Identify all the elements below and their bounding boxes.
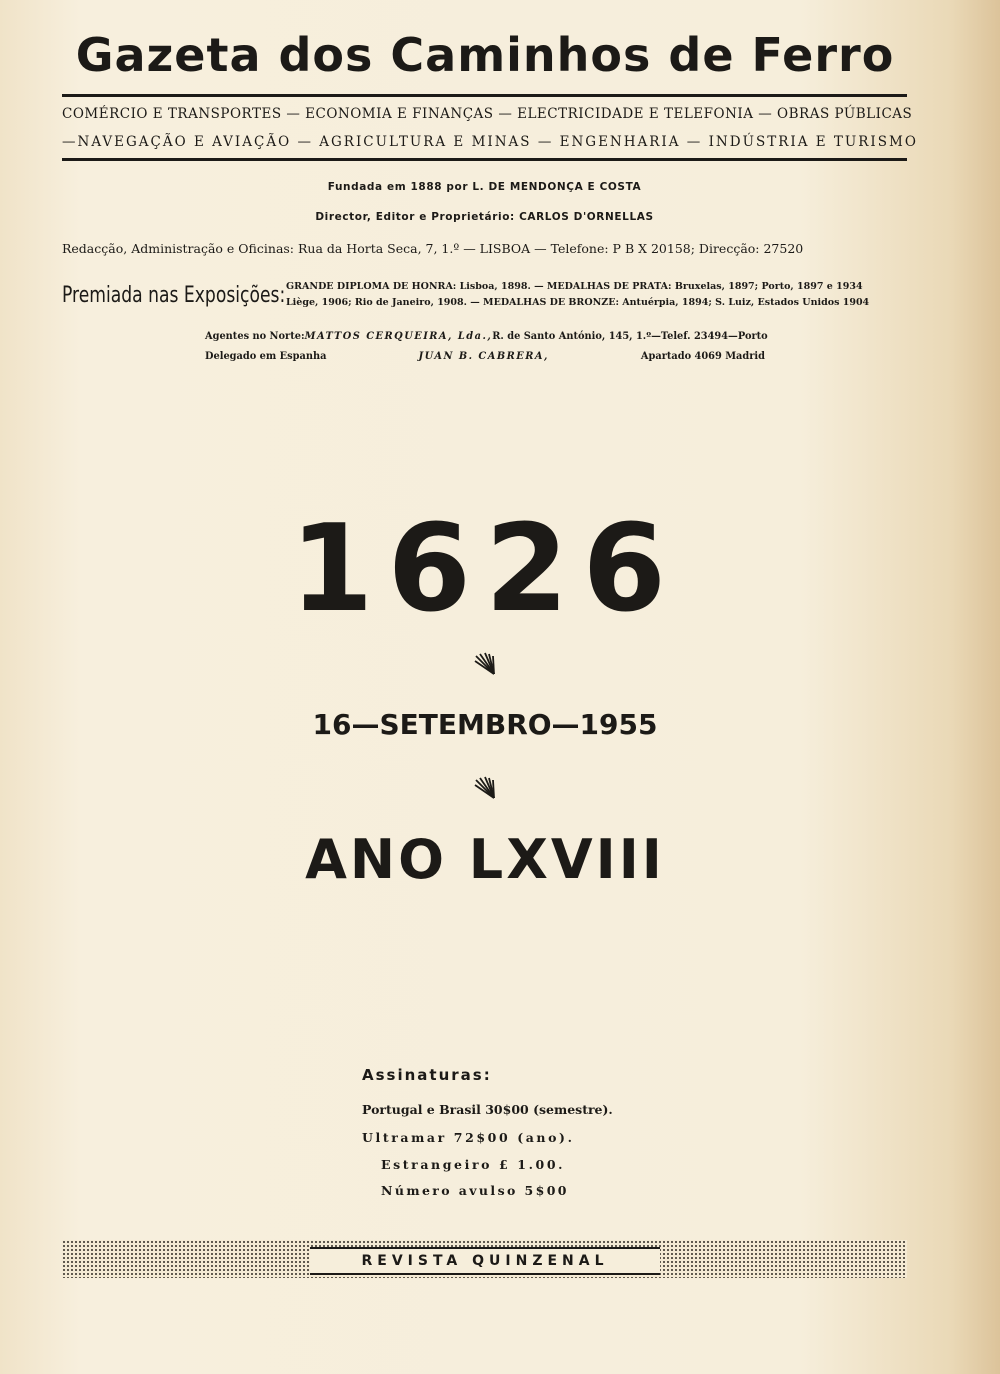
agent-north-prefix: Agentes no Norte:	[205, 331, 305, 342]
awards-label: Premiada nas Exposições:	[62, 283, 286, 308]
subscription-line: Ultramar 72$00 (ano).	[362, 1130, 575, 1145]
founded-line: Fundada em 1888 por L. DE MENDONÇA E COSTA	[327, 181, 642, 193]
director-line: Director, Editor e Proprietário: CARLOS D'ORNELLAS	[315, 211, 654, 223]
subtitle-text-1: COMÉRCIO E TRANSPORTES — ECONOMIA E FINANÇAS — ELECTRICIDADE E TELEFONIA — OBRAS PÚBLICAS	[62, 106, 913, 122]
address-line	[62, 241, 907, 256]
subscription-line: Número avulso 5$00	[381, 1183, 569, 1198]
issue-year: ANO LXVIII	[305, 828, 665, 891]
agent-north-rest: R. de Santo António, 145, 1.º—Telef. 23494—Porto	[492, 331, 768, 342]
fan-ornament-icon	[474, 652, 496, 680]
agent-spain-rest: Apartado 4069 Madrid	[640, 351, 765, 362]
subtitle-text-2: —NAVEGAÇÃO E AVIAÇÃO — AGRICULTURA E MINAS — ENGENHARIA — INDÚSTRIA E TURISMO	[62, 134, 918, 150]
agent-north-line	[205, 327, 768, 347]
agents-block	[205, 327, 768, 367]
address-text: Redacção, Administração e Oficinas: Rua da Horta Seca, 7, 1.º — LISBOA — Telefone: P B X 20158; Direcção: 27520	[62, 241, 804, 256]
agent-spain-name: JUAN B. CABRERA,	[418, 351, 549, 362]
awards-list	[286, 279, 907, 311]
footer-label: REVISTA QUINZENAL	[310, 1247, 660, 1275]
issue-number: 1626	[290, 500, 680, 639]
agent-spain-line	[205, 347, 765, 367]
masthead-subtitle-line2	[62, 134, 918, 150]
subscription-line: Estrangeiro £ 1.00.	[381, 1157, 566, 1172]
agent-north-name: MATTOS CERQUEIRA, Lda.,	[304, 331, 493, 342]
issue-date: 16—SETEMBRO—1955	[312, 708, 658, 741]
subscriptions-title: Assinaturas:	[362, 1066, 492, 1084]
masthead-title: Gazeta dos Caminhos de Ferro	[75, 28, 895, 82]
agent-spain-prefix: Delegado em Espanha	[205, 351, 327, 362]
subscription-line: Portugal e Brasil 30$00 (semestre).	[362, 1102, 613, 1117]
masthead-rule-top	[62, 94, 907, 97]
masthead-subtitle-line1	[62, 106, 913, 122]
awards-line-2: Liège, 1906; Rio de Janeiro, 1908. — MEDALHAS DE BRONZE: Antuérpia, 1894; S. Luiz, Estados Unidos 1904	[286, 297, 870, 308]
awards-line-1: GRANDE DIPLOMA DE HONRA: Lisboa, 1898. — MEDALHAS DE PRATA: Bruxelas, 1897; Porto, 1897 e 1934	[286, 281, 863, 292]
masthead-rule-bottom	[62, 158, 907, 161]
fan-ornament-icon-2	[474, 776, 496, 804]
